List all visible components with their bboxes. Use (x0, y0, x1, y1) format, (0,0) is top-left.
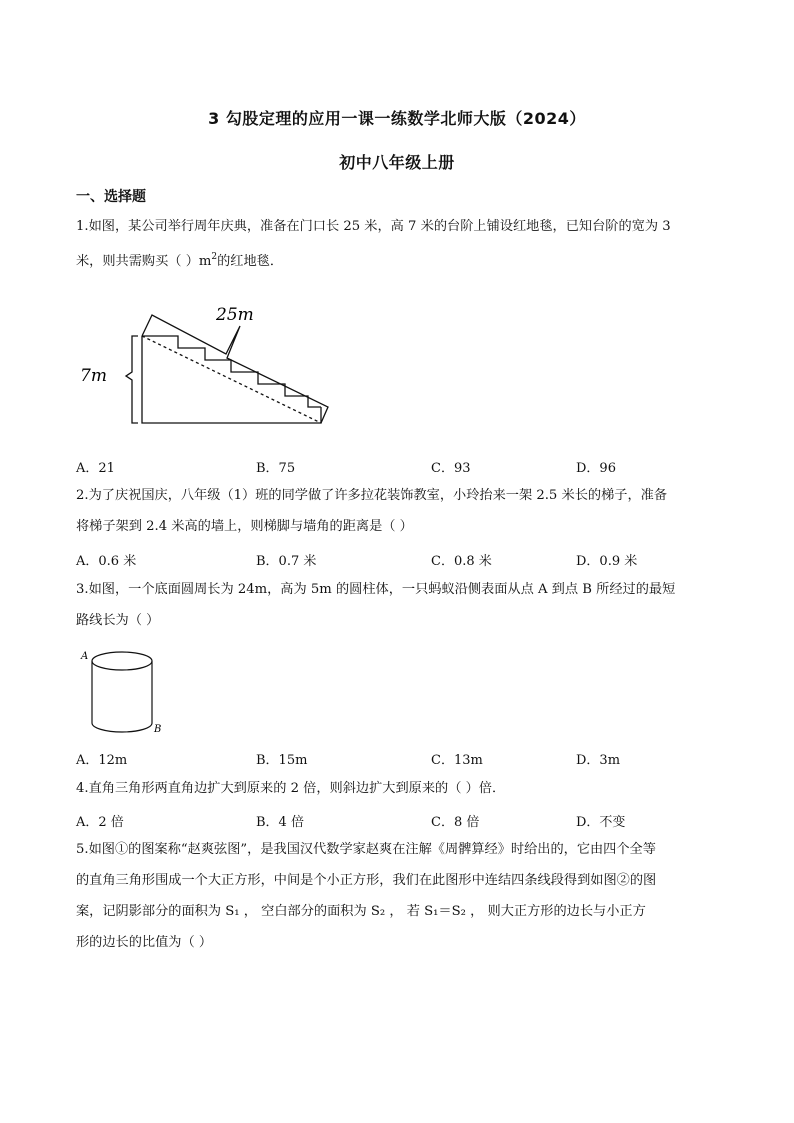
question-1-line-1: 1.如图，某公司举行周年庆典，准备在门口长 25 米，高 7 米的台阶上铺设红地毯，已知台阶的宽为 3 (76, 219, 671, 234)
option-b[interactable]: B．4 倍 (256, 815, 304, 830)
cylinder-top (92, 652, 152, 670)
carpet-outline (142, 315, 328, 423)
option-d[interactable]: D．0.9 米 (576, 554, 638, 569)
staircase-figure (78, 296, 338, 431)
option-c[interactable]: C．0.8 米 (431, 554, 492, 569)
point-b-label: B (154, 724, 162, 735)
option-b[interactable]: B．0.7 米 (256, 554, 317, 569)
question-5-line-4: 形的边长的比值为（ ） (76, 935, 213, 950)
question-3-options (76, 749, 726, 773)
question-1 (76, 211, 726, 277)
question-2-line-2: 将梯子架到 2.4 米高的墙上，则梯脚与墙角的距离是（ ） (76, 519, 413, 534)
question-3-line-1: 3.如图，一个底面圆周长为 24m，高为 5m 的圆柱体，一只蚂蚁沿侧表面从点 A 到点 B 所经过的最短 (76, 582, 676, 597)
question-5-line-3: 案，记阴影部分的面积为 S₁ ， 空白部分的面积为 S₂ ， 若 S₁＝S₂ ， 则大正方形的边长与小正方 (76, 904, 646, 919)
option-b[interactable]: B．15m (256, 753, 308, 768)
option-c[interactable]: C．8 倍 (431, 815, 480, 830)
option-c[interactable]: C．93 (431, 461, 471, 476)
option-d[interactable]: D．3m (576, 753, 621, 768)
option-a[interactable]: A．0.6 米 (76, 554, 137, 569)
figure-label-7m: 7m (80, 366, 107, 386)
cylinder-figure (78, 645, 178, 740)
document-title: 3 勾股定理的应用一课一练数学北师大版（2024） (208, 109, 586, 128)
question-5-line-2: 的直角三角形围成一个大正方形，中间是个小正方形，我们在此图形中连结四条线段得到如图②的图 (76, 873, 657, 888)
question-5-line-1: 5.如图①的图案称“赵爽弦图”，是我国汉代数学家赵爽在注解《周髀算经》时给出的，它由四个全等 (76, 842, 656, 857)
question-4-line-1: 4.直角三角形两直角边扩大到原来的 2 倍，则斜边扩大到原来的（ ）倍． (76, 781, 506, 796)
option-a[interactable]: A．2 倍 (76, 815, 124, 830)
question-2-line-1: 2.为了庆祝国庆，八年级（1）班的同学做了许多拉花装饰教室，小玲抬来一架 2.5 米长的梯子，准备 (76, 488, 668, 503)
question-3-line-2: 路线长为（ ） (76, 613, 160, 628)
question-1-text: 米，则共需购买（ ）m (76, 254, 212, 269)
option-a[interactable]: A．21 (76, 461, 115, 476)
question-4 (76, 773, 726, 804)
question-1-superscript: 2 (211, 252, 218, 262)
question-1-text-end: 的红地毯． (217, 254, 284, 269)
document-subtitle: 初中八年级上册 (339, 153, 455, 172)
question-2 (76, 480, 726, 542)
option-d[interactable]: D．96 (576, 461, 616, 476)
option-c[interactable]: C．13m (431, 753, 483, 768)
question-2-options (76, 550, 726, 574)
question-5 (76, 834, 726, 958)
question-1-line-2 (76, 242, 726, 277)
option-a[interactable]: A．12m (76, 753, 128, 768)
height-brace (126, 336, 138, 423)
question-4-options (76, 811, 726, 835)
point-a-label: A (81, 651, 89, 662)
figure-label-25m: 25m (216, 305, 254, 325)
cylinder-bottom (92, 723, 152, 732)
option-d[interactable]: D．不变 (576, 815, 626, 830)
section-heading: 一、选择题 (76, 189, 146, 205)
option-b[interactable]: B．75 (256, 461, 296, 476)
stair-hypotenuse (142, 336, 321, 423)
question-3 (76, 574, 726, 636)
question-1-options (76, 457, 726, 481)
